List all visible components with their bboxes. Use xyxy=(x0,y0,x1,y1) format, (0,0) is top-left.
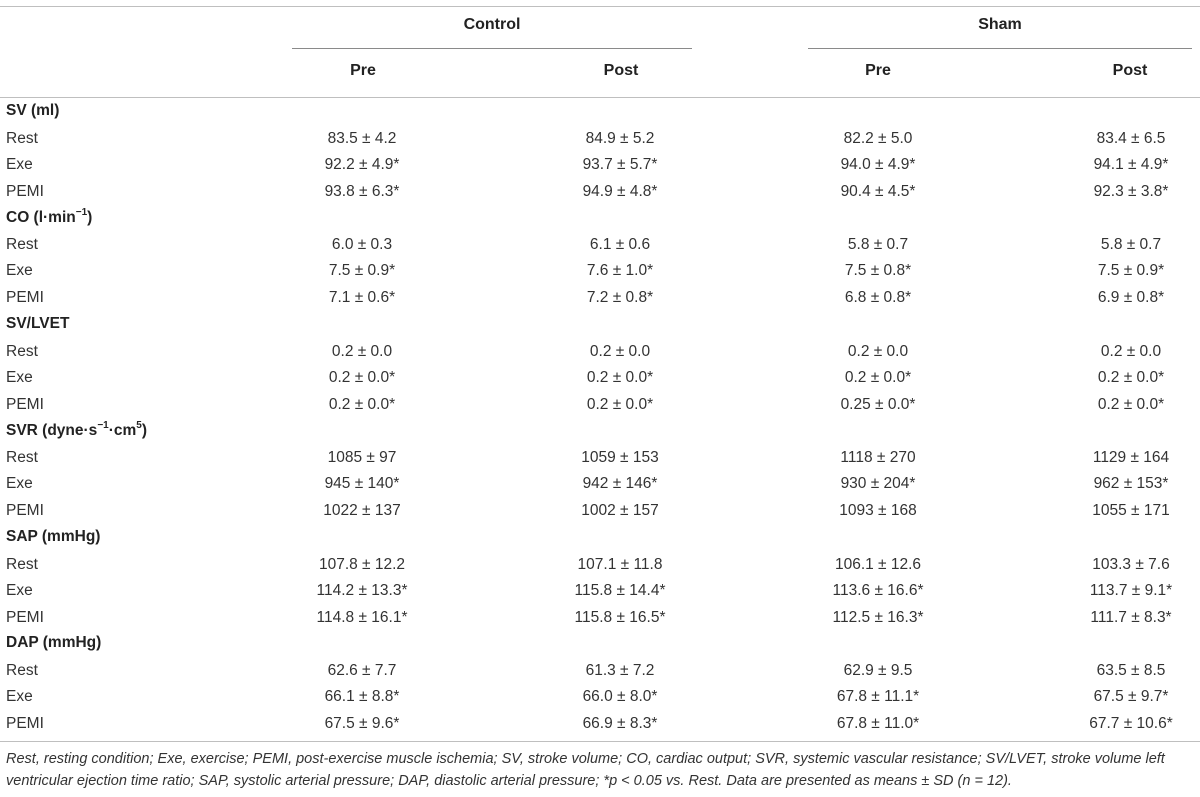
table-cell: 94.9 ± 4.8* xyxy=(582,182,658,200)
table-cell: 5.8 ± 0.7 xyxy=(1100,235,1162,253)
table-cell: 106.1 ± 12.6 xyxy=(834,555,922,573)
row-label: Exe xyxy=(6,582,33,599)
table-footnote: Rest, resting condition; Exe, exercise; PEMI, post-exercise muscle ischemia; SV, stroke volume; CO, cardiac output; SVR, systemic vascular resistance; SV/LVET, stroke volume left ventricular ejection time ratio; SAP, systolic arterial pressure; DAP, diastolic arterial pressure; *p < 0.05 vs. Rest. Data are presented as means ± SD (n = 12). xyxy=(6,751,1165,789)
table-cell: 115.8 ± 14.4* xyxy=(574,582,666,599)
table-cell: 1093 ± 168 xyxy=(839,501,917,519)
row-label: PEMI xyxy=(6,288,44,306)
subheader-sham-post: Post xyxy=(1112,62,1148,79)
table-cell: 115.8 ± 16.5* xyxy=(574,608,666,626)
table-cell: 0.2 ± 0.0 xyxy=(331,342,393,360)
table-cell: 0.2 ± 0.0 xyxy=(1100,342,1162,360)
table-cell: 0.25 ± 0.0* xyxy=(840,395,916,413)
table-cell: 0.2 ± 0.0* xyxy=(1097,369,1165,386)
table-cell: 92.3 ± 3.8* xyxy=(1093,182,1169,200)
table-cell: 82.2 ± 5.0 xyxy=(843,129,913,147)
table-cell: 0.2 ± 0.0* xyxy=(328,395,396,413)
table-cell: 67.8 ± 11.1* xyxy=(836,688,920,705)
table-cell: 107.1 ± 11.8 xyxy=(577,555,663,573)
table-cell: 1129 ± 164 xyxy=(1092,448,1170,466)
section-label: CO $(l\cdot\min^{-1})$ xyxy=(6,207,93,227)
table-cell: 7.6 ± 1.0* xyxy=(586,262,654,279)
row-label: Rest xyxy=(6,448,38,466)
table-cell: 0.2 ± 0.0 xyxy=(847,342,909,360)
subheader-control-post: Post xyxy=(603,62,639,79)
table-cell: 66.0 ± 8.0* xyxy=(582,688,658,705)
table-cell: 6.9 ± 0.8* xyxy=(1097,288,1165,306)
row-label: Rest xyxy=(6,555,38,573)
row-label: PEMI xyxy=(6,714,44,732)
table-cell: 107.8 ± 12.2 xyxy=(318,555,406,573)
row-label: PEMI xyxy=(6,395,44,413)
table-cell: 0.2 ± 0.0* xyxy=(844,369,912,386)
row-label: Rest xyxy=(6,129,38,147)
table-cell: 114.2 ± 13.3* xyxy=(316,582,408,599)
group-header-control: Control xyxy=(463,16,521,33)
table-cell: 1085 ± 97 xyxy=(327,448,397,466)
table-cell: 83.4 ± 6.5 xyxy=(1096,129,1166,147)
table-cell: 0.2 ± 0.0* xyxy=(328,369,396,386)
row-label: PEMI xyxy=(6,182,44,200)
table-cell: 83.5 ± 4.2 xyxy=(327,129,397,147)
table-cell: 7.5 ± 0.9* xyxy=(1097,262,1165,279)
table-cell: 962 ± 153* xyxy=(1093,475,1169,492)
table-cell: 114.8 ± 16.1* xyxy=(316,608,408,626)
table-cell: 112.5 ± 16.3* xyxy=(832,608,924,626)
table-cell: 67.5 ± 9.6* xyxy=(324,714,400,732)
table-cell: 6.8 ± 0.8* xyxy=(844,288,912,306)
table-cell: 5.8 ± 0.7 xyxy=(847,235,909,253)
control-group-rule xyxy=(292,48,692,49)
table-cell: 62.9 ± 9.5 xyxy=(843,661,913,679)
row-label: Rest xyxy=(6,342,38,360)
table-cell: 66.9 ± 8.3* xyxy=(582,714,658,732)
table-cell: 63.5 ± 8.5 xyxy=(1096,661,1166,679)
table-cell: 7.5 ± 0.9* xyxy=(328,262,396,279)
table-cell: 111.7 ± 8.3* xyxy=(1090,608,1172,626)
table-cell: 94.0 ± 4.9* xyxy=(840,156,916,173)
row-label: Exe xyxy=(6,262,33,279)
table-cell: 1002 ± 157 xyxy=(581,501,659,519)
table-cell: 1059 ± 153 xyxy=(581,448,659,466)
table-cell: 103.3 ± 7.6 xyxy=(1092,555,1170,573)
section-label: SV/LVET xyxy=(6,315,70,332)
table-cell: 67.8 ± 11.0* xyxy=(836,714,920,732)
table-cell: 90.4 ± 4.5* xyxy=(840,182,916,200)
table-cell: 7.2 ± 0.8* xyxy=(586,288,654,306)
section-label: DAP (mmHg) xyxy=(6,634,102,651)
table-cell: 0.2 ± 0.0* xyxy=(586,369,654,386)
top-rule xyxy=(0,6,1200,7)
table-cell: 94.1 ± 4.9* xyxy=(1093,156,1169,173)
subheader-control-pre: Pre xyxy=(350,62,376,79)
row-label: Exe xyxy=(6,156,33,173)
table-cell: 0.2 ± 0.0 xyxy=(589,342,651,360)
row-label: Rest xyxy=(6,661,38,679)
row-label: PEMI xyxy=(6,608,44,626)
table-cell: 67.7 ± 10.6* xyxy=(1089,714,1173,732)
section-label: SV (ml) xyxy=(6,102,60,119)
group-header-sham: Sham xyxy=(978,16,1022,33)
sham-group-rule xyxy=(808,48,1192,49)
table-cell: 7.5 ± 0.8* xyxy=(844,262,912,279)
section-label: SVR $(dyne\cdot s^{-1}\cdot cm^5)$ xyxy=(6,420,148,440)
table-cell: 6.0 ± 0.3 xyxy=(331,235,393,253)
table-cell: 84.9 ± 5.2 xyxy=(585,129,655,147)
table-cell: 61.3 ± 7.2 xyxy=(585,661,655,679)
table-cell: 93.8 ± 6.3* xyxy=(324,182,400,200)
table-cell: 62.6 ± 7.7 xyxy=(327,661,397,679)
table-cell: 113.6 ± 16.6* xyxy=(832,582,924,599)
table-cell: 1022 ± 137 xyxy=(323,501,401,519)
row-label: Exe xyxy=(6,688,33,705)
row-label: Exe xyxy=(6,369,33,386)
table-cell: 1055 ± 171 xyxy=(1092,501,1170,519)
row-label: Exe xyxy=(6,475,33,492)
table-cell: 93.7 ± 5.7* xyxy=(582,156,658,173)
table-cell: 945 ± 140* xyxy=(324,475,400,492)
row-label: PEMI xyxy=(6,501,44,519)
subheader-sham-pre: Pre xyxy=(865,62,891,79)
table-cell: 0.2 ± 0.0* xyxy=(586,395,654,413)
table-cell: 66.1 ± 8.8* xyxy=(324,688,400,705)
header-rule xyxy=(0,97,1200,98)
table-cell: 930 ± 204* xyxy=(840,475,916,492)
table-cell: 6.1 ± 0.6 xyxy=(589,235,651,253)
table-cell: 7.1 ± 0.6* xyxy=(328,288,396,306)
table-cell: 92.2 ± 4.9* xyxy=(324,156,400,173)
table-cell: 67.5 ± 9.7* xyxy=(1093,688,1169,705)
table-cell: 942 ± 146* xyxy=(582,475,658,492)
table-cell: 113.7 ± 9.1* xyxy=(1089,582,1173,599)
table-cell: 0.2 ± 0.0* xyxy=(1097,395,1165,413)
section-label: SAP (mmHg) xyxy=(6,528,101,545)
row-label: Rest xyxy=(6,235,38,253)
bottom-rule xyxy=(0,741,1200,742)
table-cell: 1118 ± 270 xyxy=(840,448,916,466)
